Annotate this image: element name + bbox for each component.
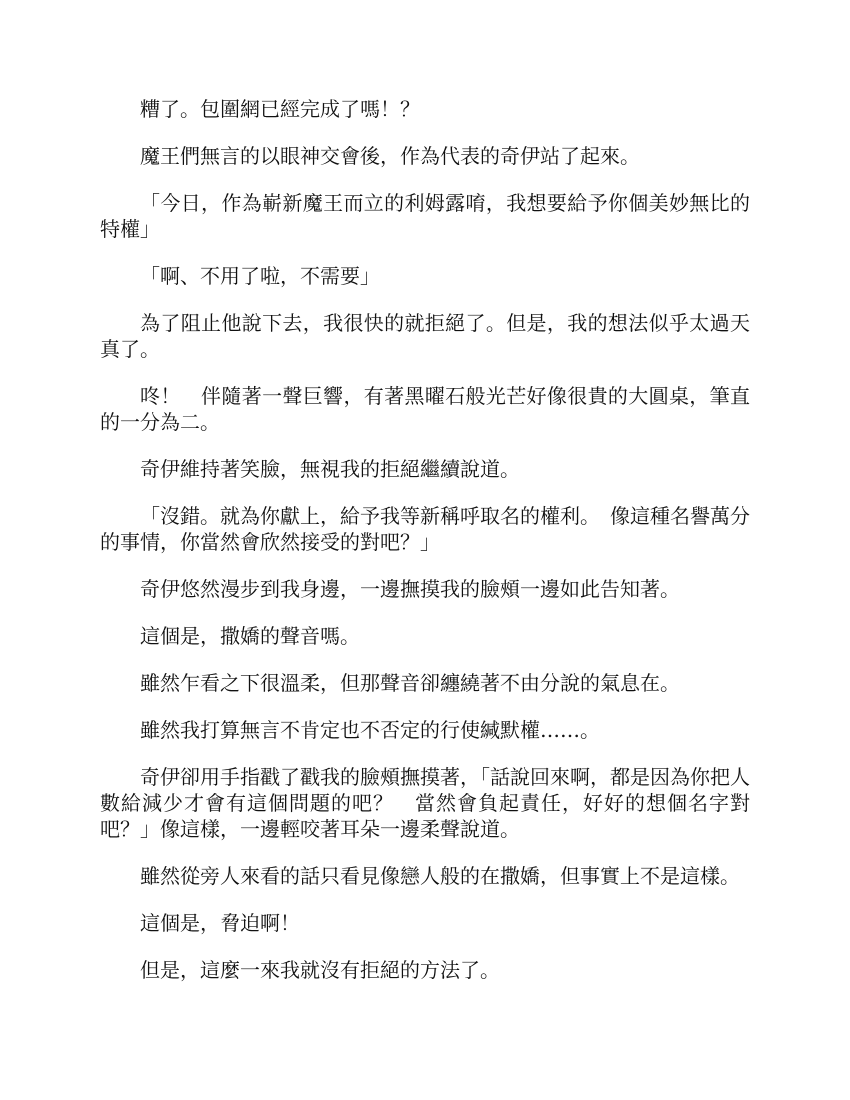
paragraph-16: 但是，這麼一來我就沒有拒絕的方法了。 (140, 958, 500, 982)
paragraph-10: 這個是，撒嬌的聲音嗎。 (140, 624, 360, 648)
paragraph-8: 「沒錯。就為你獻上，給予我等新稱呼取名的權利。 像這種名譽萬分的事情，你當然會欣然接受的對吧？」 (100, 504, 750, 554)
paragraph-15: 這個是，脅迫啊！ (140, 911, 300, 935)
paragraph-12: 雖然我打算無言不肯定也不否定的行使緘默權……。 (140, 718, 600, 742)
paragraph-9: 奇伊悠然漫步到我身邊，一邊撫摸我的臉頰一邊如此告知著。 (140, 577, 680, 601)
document-body (100, 96, 750, 1004)
paragraph-2: 魔王們無言的以眼神交會後，作為代表的奇伊站了起來。 (140, 144, 640, 168)
paragraph-5: 為了阻止他說下去，我很快的就拒絕了。但是，我的想法似乎太過天真了。 (100, 311, 750, 361)
paragraph-11: 雖然乍看之下很溫柔，但那聲音卻纏繞著不由分說的氣息在。 (140, 671, 680, 695)
paragraph-3: 「今日，作為嶄新魔王而立的利姆露唷，我想要給予你個美妙無比的特權」 (100, 191, 750, 241)
paragraph-4: 「啊、不用了啦，不需要」 (140, 264, 380, 288)
paragraph-14: 雖然從旁人來看的話只看見像戀人般的在撒嬌，但事實上不是這樣。 (140, 864, 740, 888)
paragraph-1: 糟了。包圍網已經完成了嗎！？ (140, 97, 420, 121)
paragraph-6: 咚！ 伴隨著一聲巨響，有著黑曜石般光芒好像很貴的大圓桌，筆直的一分為二。 (100, 384, 750, 434)
paragraph-7: 奇伊維持著笑臉，無視我的拒絕繼續說道。 (140, 457, 520, 481)
paragraph-13: 奇伊卻用手指戳了戳我的臉頰撫摸著，「話說回來啊，都是因為你把人數給減少才會有這個問題的吧？ 當然會負起責任，好好的想個名字對吧？」像這樣，一邊輕咬著耳朵一邊柔聲說道。 (100, 765, 750, 841)
